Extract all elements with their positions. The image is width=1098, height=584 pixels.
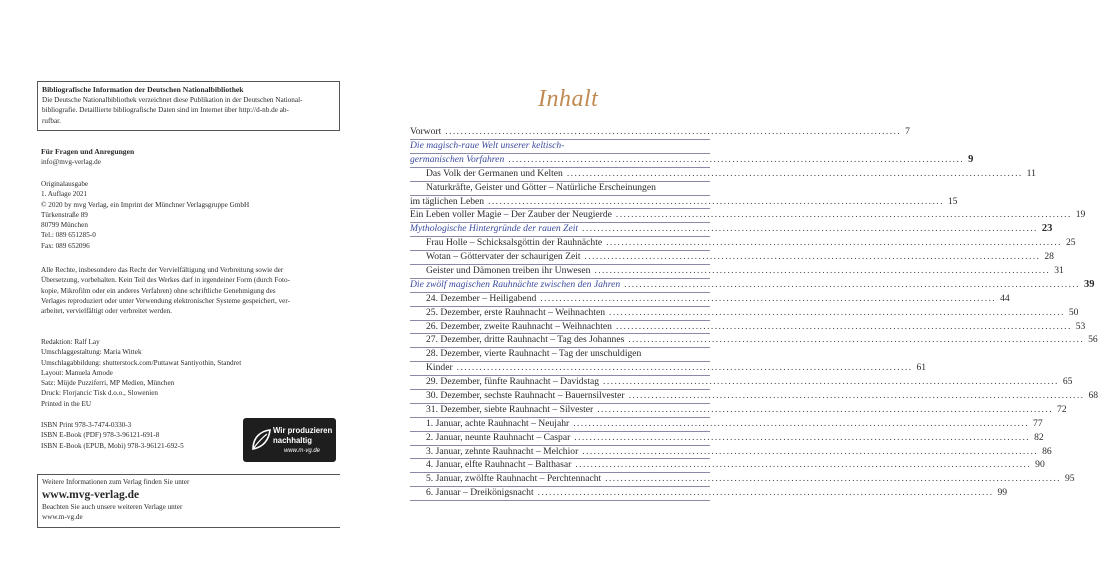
toc-leader-dots: ........................................................................................................................ bbox=[456, 362, 913, 374]
toc-entry-label: 2. Januar, neunte Rauhnacht – Caspar bbox=[426, 431, 571, 443]
toc-page-number: 25 bbox=[1065, 237, 1076, 249]
toc-chapter bbox=[410, 153, 974, 168]
toc-leader-dots: ........................................................................................................................ bbox=[508, 153, 965, 165]
toc-page-number: 99 bbox=[997, 487, 1008, 499]
imprint-line: Türkenstraße 89 bbox=[41, 210, 88, 219]
toc-entry-label: 24. Dezember – Heiligabend bbox=[426, 292, 537, 304]
toc-entry bbox=[410, 459, 1045, 473]
toc-entry bbox=[410, 473, 1075, 487]
toc-entry-label: Frau Holle – Schicksalsgöttin der Rauhnächte bbox=[426, 237, 603, 249]
toc-entry bbox=[410, 348, 710, 362]
toc-entry bbox=[410, 320, 1086, 335]
toc-page-number: 15 bbox=[947, 195, 958, 207]
toc-entry-label: Naturkräfte, Geister und Götter – Natürliche Erscheinungen bbox=[426, 181, 656, 193]
toc-entry bbox=[410, 431, 1044, 446]
toc-entry bbox=[410, 251, 1054, 265]
toc-page-number: 31 bbox=[1054, 265, 1064, 277]
toc-entry-label: Kinder bbox=[426, 362, 453, 374]
toc-leader-dots: ........................................................................................................................ bbox=[615, 320, 1072, 332]
toc-page-number: 86 bbox=[1042, 445, 1052, 457]
toc-leader-dots: ........................................................................................................................ bbox=[582, 445, 1039, 457]
toc-entry bbox=[410, 417, 1043, 432]
bib-line: Die Deutsche Nationalbibliothek verzeichnet diese Publikation in der Deutschen National- bbox=[42, 96, 303, 105]
badge-line1: Wir produzieren bbox=[273, 426, 333, 435]
credit-line: Druck: Florjancic Tisk d.o.o., Slowenien bbox=[41, 389, 158, 398]
toc-entry bbox=[410, 362, 927, 376]
toc-entry bbox=[410, 182, 710, 196]
toc-page-number: 95 bbox=[1064, 473, 1075, 485]
toc-entry-label: 6. Januar – Dreikönigsnacht bbox=[426, 487, 534, 499]
bib-title: Bibliografische Information der Deutschen Nationalbibliothek bbox=[42, 85, 244, 94]
toc-page-number: 82 bbox=[1034, 431, 1044, 443]
toc-page-number: 7 bbox=[905, 126, 910, 137]
bib-line: rufbar. bbox=[42, 116, 61, 125]
toc-leader-dots: ........................................................................................................................ bbox=[609, 306, 1065, 318]
toc-page-number: 65 bbox=[1062, 376, 1073, 388]
toc-entry-label: Mythologische Hintergründe der rauen Zeit bbox=[410, 223, 579, 235]
toc-entry bbox=[410, 265, 1064, 279]
rights-line: arbeitet, vervielfältigt oder verbreitet werden. bbox=[41, 307, 172, 316]
toc-entry bbox=[410, 237, 1076, 251]
badge-url: www.m-vg.de bbox=[284, 448, 321, 454]
toc-leader-dots: ........................................................................................................................ bbox=[445, 126, 902, 137]
toc-leader-dots: ........................................................................................................................ bbox=[537, 487, 994, 499]
imprint-block bbox=[41, 179, 341, 251]
toc-entry-label: Die magisch-raue Welt unserer keltisch- bbox=[410, 140, 565, 151]
toc-entry-label: im täglichen Leben bbox=[410, 195, 485, 207]
rights-line: Alle Rechte, insbesondere das Recht der Vervielfältigung und Verbreitung sowie der bbox=[41, 266, 284, 274]
table-of-contents bbox=[410, 124, 1098, 501]
toc-page-number: 53 bbox=[1075, 320, 1086, 332]
toc-page-number: 23 bbox=[1041, 223, 1053, 235]
toc-entry-label: Das Volk der Germanen und Kelten bbox=[426, 167, 563, 179]
imprint-line: 1. Auflage 2021 bbox=[41, 190, 88, 199]
toc-entry-label: 3. Januar, zehnte Rauhnacht – Melchior bbox=[426, 445, 579, 457]
imprint-line: Tel.: 089 651285-0 bbox=[41, 231, 96, 240]
toc-entry bbox=[410, 403, 1067, 418]
credit-line: Redaktion: Ralf Lay bbox=[41, 338, 100, 346]
credit-line: Satz: Müjde Puzziferri, MP Medien, München bbox=[41, 379, 175, 388]
toc-entry bbox=[410, 334, 1098, 348]
credit-line: Umschlagabbildung: shutterstock.com/Puttawat Santiyothin, Standret bbox=[41, 358, 242, 367]
credit-line: Layout: Manuela Amode bbox=[41, 368, 113, 377]
toc-entry-label: Wotan – Göttervater der schaurigen Zeit bbox=[426, 251, 581, 263]
toc-leader-dots: ........................................................................................................................ bbox=[628, 334, 1085, 346]
leaf-icon bbox=[249, 427, 273, 453]
toc-leader-dots: ........................................................................................................................ bbox=[540, 292, 997, 304]
toc-entry bbox=[410, 306, 1079, 321]
credit-line: Umschlaggestaltung: Maria Wittek bbox=[41, 348, 142, 357]
toc-page-number: 44 bbox=[1000, 292, 1010, 304]
toc-entry-label: Vorwort bbox=[410, 126, 442, 137]
imprint-line: © 2020 by mvg Verlag, ein Imprint der Münchner Verlagsgruppe GmbH bbox=[41, 200, 250, 209]
contact-title: Für Fragen und Anregungen bbox=[41, 147, 135, 156]
toc-entry-label: 26. Dezember, zweite Rauhnacht – Weihnachten bbox=[426, 320, 612, 332]
toc-leader-dots: ........................................................................................................................ bbox=[574, 431, 1031, 443]
toc-page-number: 56 bbox=[1088, 334, 1098, 346]
isbn-line: ISBN E-Book (EPUB, Mobi) 978-3-96121-692-5 bbox=[41, 441, 184, 450]
sustainability-badge bbox=[243, 418, 336, 462]
toc-entry-label: 1. Januar, achte Rauhnacht – Neujahr bbox=[426, 417, 570, 429]
toc-entry bbox=[410, 376, 1073, 390]
toc-page-number: 19 bbox=[1075, 209, 1086, 221]
isbn-line: ISBN Print 978-3-7474-0330-3 bbox=[41, 421, 132, 429]
toc-page-number: 39 bbox=[1083, 278, 1095, 290]
toc-entry bbox=[410, 124, 910, 140]
rights-line: Verlages reproduziert oder unter Verwendung elektronischer Systeme gespeichert, ver- bbox=[41, 296, 290, 305]
toc-leader-dots: ........................................................................................................................ bbox=[615, 209, 1072, 221]
toc-entry-label: germanischen Vorfahren bbox=[410, 153, 505, 165]
toc-leader-dots: ........................................................................................................................ bbox=[624, 278, 1080, 290]
toc-chapter bbox=[410, 223, 1053, 237]
toc-chapter bbox=[410, 278, 1095, 293]
toc-page-number: 11 bbox=[1026, 167, 1036, 179]
imprint-page bbox=[0, 0, 375, 584]
publisher-url: www.mvg-verlag.de bbox=[42, 489, 140, 501]
group-url: www.m-vg.de bbox=[42, 513, 83, 521]
toc-entry bbox=[410, 487, 1008, 501]
toc-entry-label: Die zwölf magischen Rauhnächte zwischen den Jahren bbox=[410, 278, 621, 290]
toc-page-number: 72 bbox=[1057, 403, 1067, 415]
toc-leader-dots: ........................................................................................................................ bbox=[488, 195, 944, 207]
contact-email: info@mvg-verlag.de bbox=[41, 158, 101, 167]
toc-leader-dots: ........................................................................................................................ bbox=[605, 473, 1061, 485]
toc-page-number: 50 bbox=[1068, 306, 1079, 318]
rights-line: Übersetzung, vorbehalten. Kein Teil des Werkes darf in irgendeiner Form (durch Foto- bbox=[41, 276, 291, 285]
imprint-line: Originalausgabe bbox=[41, 180, 89, 188]
toc-page-number: 61 bbox=[916, 362, 927, 374]
toc-page-number: 28 bbox=[1044, 251, 1054, 263]
toc-entry bbox=[410, 390, 1098, 404]
bibliographic-info-box bbox=[37, 81, 340, 131]
toc-leader-dots: ........................................................................................................................ bbox=[566, 167, 1023, 179]
toc-leader-dots: ........................................................................................................................ bbox=[628, 390, 1085, 402]
toc-leader-dots: ........................................................................................................................ bbox=[575, 459, 1032, 471]
toc-leader-dots: ........................................................................................................................ bbox=[606, 237, 1062, 249]
toc-leader-dots: ........................................................................................................................ bbox=[603, 376, 1059, 388]
toc-leader-dots: ........................................................................................................................ bbox=[584, 251, 1041, 263]
bib-line: bibliografie. Detaillierte bibliografische Daten sind im Internet über http://d-nb.de ab- bbox=[42, 106, 289, 115]
isbn-line: ISBN E-Book (PDF) 978-3-96121-691-8 bbox=[41, 431, 160, 440]
toc-entry-label: Ein Leben voller Magie – Der Zauber der Neugierde bbox=[410, 209, 612, 221]
toc-page-number: 68 bbox=[1088, 390, 1098, 402]
toc-title: Inhalt bbox=[538, 86, 599, 112]
toc-entry bbox=[410, 445, 1052, 460]
toc-entry bbox=[410, 167, 1036, 182]
toc-entry-label: 30. Dezember, sechste Rauhnacht – Bauernsilvester bbox=[426, 390, 625, 402]
toc-leader-dots: ........................................................................................................................ bbox=[582, 223, 1038, 235]
credit-line: Printed in the EU bbox=[41, 399, 92, 408]
more-intro: Weitere Informationen zum Verlag finden Sie unter bbox=[42, 478, 190, 486]
toc-entry bbox=[410, 292, 1010, 307]
toc-entry-label: 4. Januar, elfte Rauhnacht – Balthasar bbox=[426, 459, 572, 471]
toc-page-number: 9 bbox=[968, 153, 974, 165]
toc-leader-dots: ........................................................................................................................ bbox=[594, 265, 1051, 277]
more-info-box bbox=[37, 474, 340, 528]
toc-page-number: 77 bbox=[1033, 417, 1043, 429]
imprint-line: 80799 München bbox=[41, 221, 88, 230]
toc-entry-label: 28. Dezember, vierte Rauhnacht – Tag der unschuldigen bbox=[426, 348, 642, 360]
toc-entry-label: 27. Dezember, dritte Rauhnacht – Tag des Johannes bbox=[426, 334, 625, 346]
toc-leader-dots: ........................................................................................................................ bbox=[597, 403, 1054, 415]
toc-page-number: 90 bbox=[1035, 459, 1045, 471]
credits-block bbox=[41, 337, 341, 409]
toc-entry-label: 31. Dezember, siebte Rauhnacht – Silvester bbox=[426, 403, 594, 415]
more-line2: Beachten Sie auch unsere weiteren Verlage unter bbox=[42, 503, 183, 511]
toc-chapter bbox=[410, 140, 710, 154]
imprint-line: Fax: 089 652096 bbox=[41, 241, 90, 250]
toc-entry bbox=[410, 209, 1086, 223]
rights-line: kopie, Mikrofilm oder ein anderes Verfahren) ohne schriftliche Genehmigung des bbox=[41, 286, 276, 295]
toc-entry-label: 5. Januar, zwölfte Rauhnacht – Perchtennacht bbox=[426, 473, 602, 485]
toc-entry bbox=[410, 195, 958, 210]
contact-block bbox=[41, 147, 341, 168]
toc-entry-label: 25. Dezember, erste Rauhnacht – Weihnachten bbox=[426, 306, 606, 318]
toc-entry-label: 29. Dezember, fünfte Rauhnacht – Davidstag bbox=[426, 376, 600, 388]
rights-block bbox=[41, 265, 341, 316]
toc-leader-dots: ........................................................................................................................ bbox=[573, 417, 1030, 429]
toc-entry-label: Geister und Dämonen treiben ihr Unwesen bbox=[426, 265, 591, 277]
badge-line2: nachhaltig bbox=[273, 436, 312, 445]
